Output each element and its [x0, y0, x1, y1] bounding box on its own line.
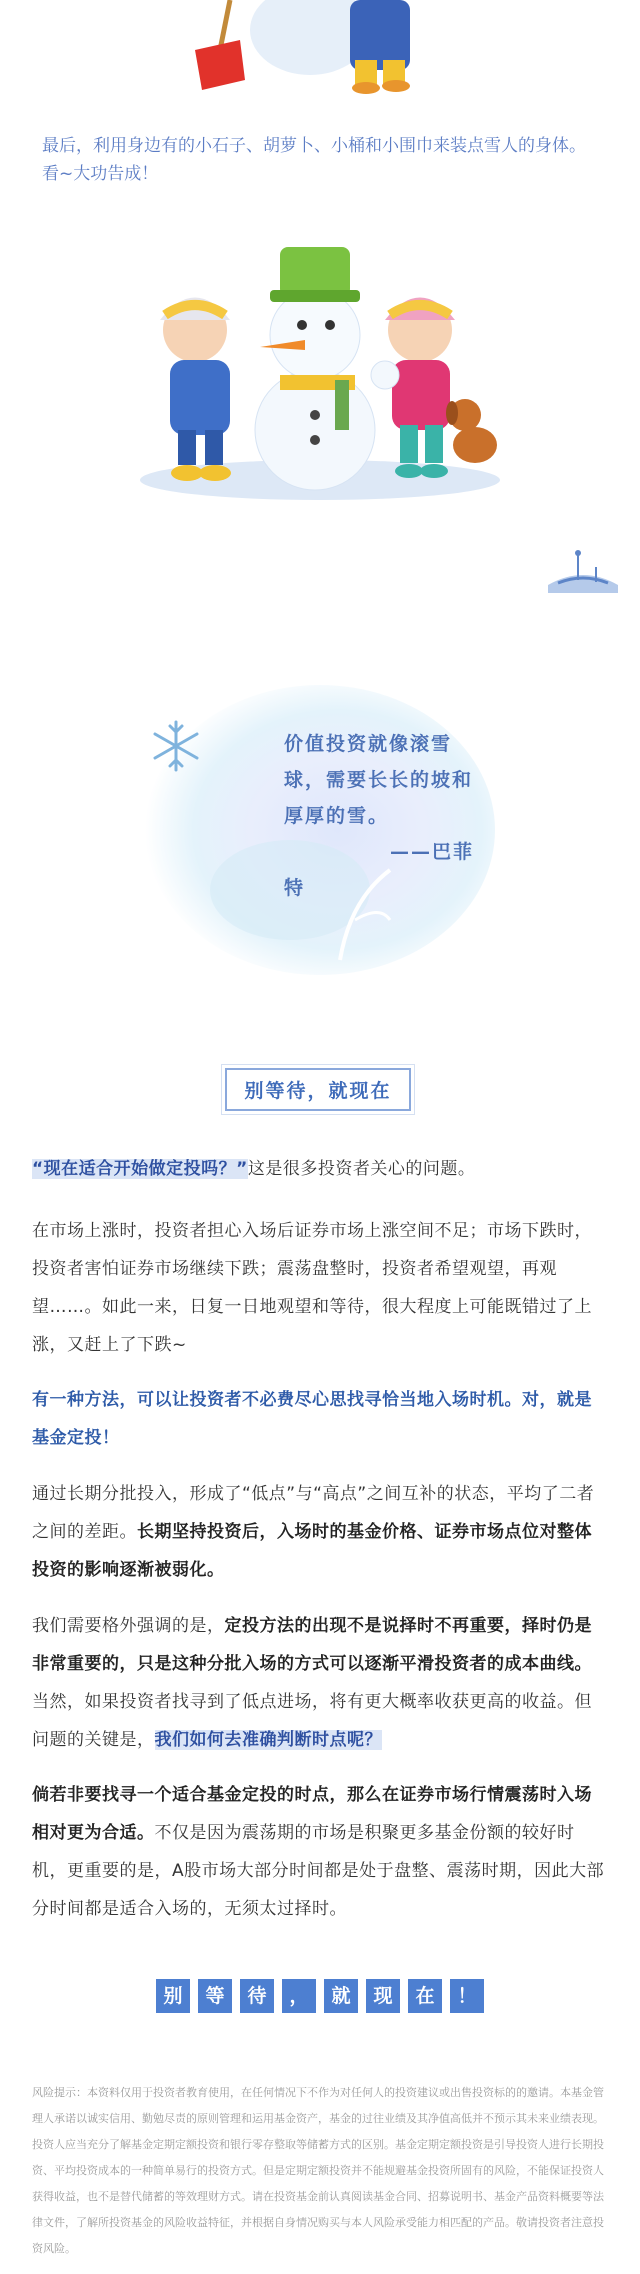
buffett-quote	[284, 726, 484, 906]
quote-line: 价值投资就像滚雪	[284, 733, 453, 755]
snowflake-icon	[148, 718, 204, 774]
quote-attribution-end: 特	[284, 877, 306, 899]
kids-snowman-illustration	[130, 215, 510, 505]
bottom-title	[148, 1979, 492, 2013]
section-title: 别等待，就现在	[225, 1068, 411, 1111]
paragraph-question	[32, 1150, 608, 1188]
title-char: 等	[198, 1979, 232, 2013]
title-char: 待	[240, 1979, 274, 2013]
paragraph-bold: 倘若非要找寻一个适合基金定投的时点，那么在证券市场行情震荡时入场相对更为合适。	[32, 1785, 592, 1843]
title-char: ，	[282, 1979, 316, 2013]
paragraph-text: 不仅是因为震荡期的市场是积聚更多基金份额的较好时机，更重要的是，A股市场大部分时间都是处于盘整、震荡时期，因此大部分时间都是适合入场的，无须太过择时。	[32, 1823, 605, 1919]
paragraph-long-term	[32, 1475, 608, 1589]
highlighted-question: 我们如何去准确判断时点呢？	[154, 1730, 382, 1750]
paragraph-timing	[32, 1607, 608, 1759]
paragraph-bold: 定投方法的出现不是说择时不再重要，择时仍是非常重要的，只是这种分批入场的方式可以逐渐平滑投资者的成本曲线。	[32, 1616, 592, 1674]
paragraph-volatile	[32, 1776, 608, 1928]
paragraph-text: 这是很多投资者关心的问题。	[247, 1159, 476, 1179]
paragraph-text: 我们需要格外强调的是，	[32, 1616, 225, 1636]
quote-attribution: ——巴菲	[389, 841, 474, 863]
title-char: 在	[408, 1979, 442, 2013]
intro-text: 最后，利用身边有的小石子、胡萝卜、小桶和小围巾来装点雪人的身体。看~大功告成！	[42, 136, 586, 184]
quote-line: 球，需要长长的坡和	[284, 769, 474, 791]
title-char: 现	[366, 1979, 400, 2013]
paragraph-market: 在市场上涨时，投资者担心入场后证券市场上涨空间不足；市场下跌时，投资者害怕证券市场继续下跌；震荡盘整时，投资者希望观望，再观望……。如此一来，日复一日地观望和等待，很大程度上可能既错过了上涨，又赶上了下跌~	[32, 1221, 592, 1355]
paragraph-text: 当然，如果投资者找寻到了低点进场，将有更大概率收获更高的收益。但问题的关键是，	[32, 1692, 592, 1750]
title-char: ！	[450, 1979, 484, 2013]
quote-line: 厚厚的雪。	[284, 805, 390, 827]
paragraph-text: 通过长期分批投入，形成了“低点”与“高点”之间互补的状态，平均了二者之间的差距。	[32, 1484, 595, 1542]
title-char: 别	[156, 1979, 190, 2013]
paragraph-bold: 长期坚持投资后，入场时的基金价格、证券市场点位对整体投资的影响逐渐被弱化。	[32, 1522, 592, 1580]
risk-disclaimer: 风险提示：本资料仅用于投资者教育使用，在任何情况下不作为对任何人的投资建议或出售投资标的的邀请。本基金管理人承诺以诚实信用、勤勉尽责的原则管理和运用基金资产，基金的过往业绩及其净值高低并不预示其未来业绩表现。投资人应当充分了解基金定期定额投资和银行零存整取等储蓄方式的区别。基金定期定额投资是引导投资人进行长期投资、平均投资成本的一种简单易行的投资方式。但是定期定额投资并不能规避基金投资所固有的风险，不能保证投资人获得收益，也不是替代储蓄的等效理财方式。请在投资基金前认真阅读基金合同、招募说明书、基金产品资料概要等法律文件，了解所投资基金的风险收益特征，并根据自身情况购买与本人风险承受能力相匹配的产品。敬请投资者注意投资风险。	[32, 2086, 604, 2255]
highlighted-question: “现在适合开始做定投吗？”	[32, 1159, 248, 1179]
paragraph-method: 有一种方法，可以让投资者不必费尽心思找寻恰当地入场时机。对，就是基金定投！	[32, 1390, 592, 1448]
title-char: 就	[324, 1979, 358, 2013]
snow-decoration-icon	[548, 545, 618, 593]
snowman-top-illustration	[190, 0, 450, 100]
